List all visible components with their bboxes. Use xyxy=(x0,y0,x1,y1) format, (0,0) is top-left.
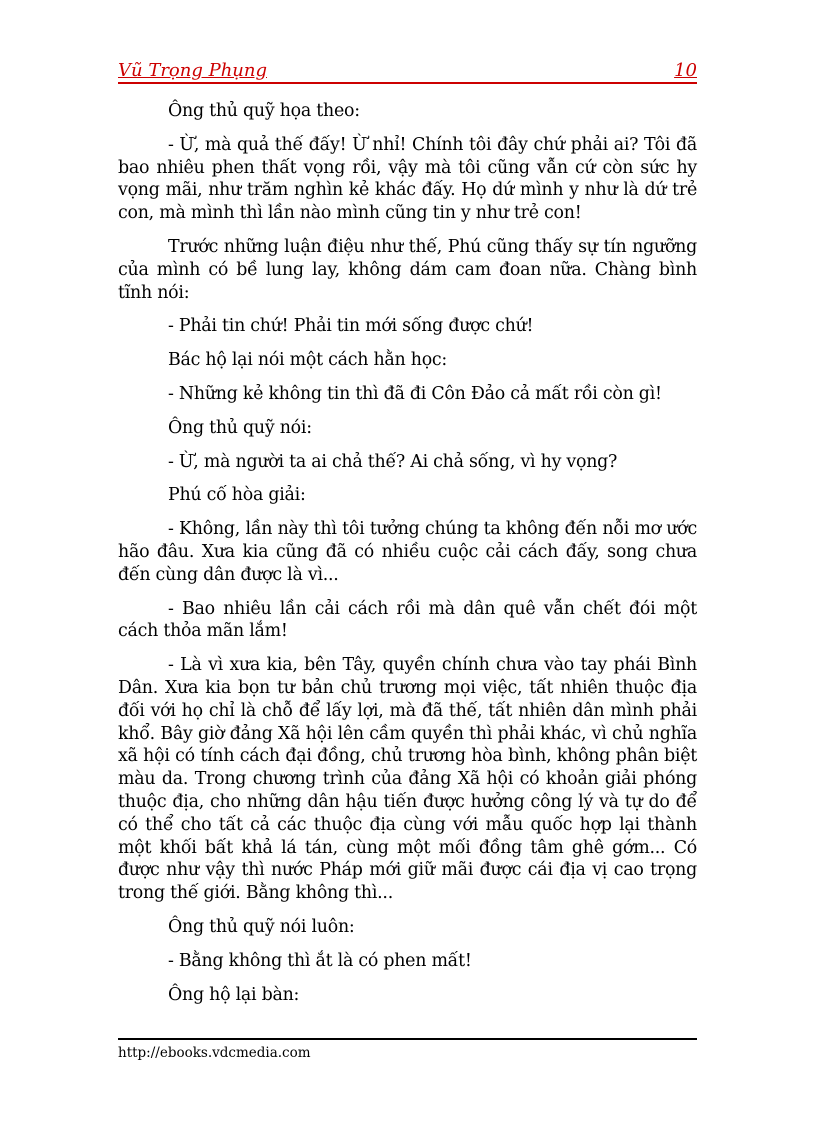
page-body xyxy=(118,100,697,1017)
header-author: Vũ Trọng Phụng xyxy=(118,60,268,81)
page-number: 10 xyxy=(674,60,697,81)
footer-divider xyxy=(118,1038,697,1040)
paragraph: Phú cố hòa giải: xyxy=(168,485,306,506)
paragraph: - Những kẻ không tin thì đã đi Côn Đảo cả mất rồi còn gì! xyxy=(168,383,662,404)
paragraph: - Ừ, mà người ta ai chả thế? Ai chả sống, vì hy vọng? xyxy=(168,451,618,472)
paragraph: - Bao nhiêu lần cải cách rồi mà dân quê vẫn chết đói một cách thỏa mãn lắm! xyxy=(118,598,697,642)
paragraph: Ông thủ quỹ họa theo: xyxy=(168,101,360,121)
paragraph: Trước những luận điệu như thế, Phú cũng thấy sự tín ngưỡng của mình có bề lung lay, không dám cam đoan nữa. Chàng bình tĩnh nói: xyxy=(118,236,697,303)
paragraph: Ông hộ lại bàn: xyxy=(168,984,300,1005)
paragraph: - Bằng không thì ắt là có phen mất! xyxy=(168,950,472,971)
paragraph: - Ừ, mà quả thế đấy! Ừ nhỉ! Chính tôi đây chứ phải ai? Tôi đã bao nhiêu phen thất vọng rồi, vậy mà tôi cũng vẫn cứ còn sức hy vọng mãi, như trăm nghìn kẻ khác đấy. Họ dứ mình y như là dứ trẻ con, mà mình thì lần nào mình cũng tin y như trẻ con! xyxy=(118,134,697,224)
paragraph: Bác hộ lại nói một cách hằn học: xyxy=(168,350,448,371)
paragraph: - Phải tin chứ! Phải tin mới sống được chứ! xyxy=(168,316,534,337)
footer-link[interactable]: http://ebooks.vdcmedia.com xyxy=(118,1045,311,1061)
paragraph: - Là vì xưa kia, bên Tây, quyền chính chưa vào tay phái Bình Dân. Xưa kia bọn tư bản chủ trương mọi việc, tất nhiên thuộc địa đối với họ chỉ là chỗ để lấy lợi, mà đã thế, tất nhiên dân mình phải khổ. Bây giờ đảng Xã hội lên cầm quyền thì phải khác, vì chủ nghĩa xã hội có tính cách đại đồng, chủ trương hòa bình, không phân biệt màu da. Trong chương trình của đảng Xã hội có khoản giải phóng thuộc địa, cho những dân hậu tiến được hưởng công lý và tự do để có thể cho tất cả các thuộc địa cùng với mẫu quốc hợp lại thành một khối bất khả lá tán, cùng một mối đồng tâm ghê gớm... Có được như vậy thì nước Pháp mới giữ mãi được cái địa vị cao trọng trong thế giới. Bằng không thì... xyxy=(118,655,697,904)
paragraph: - Không, lần này thì tôi tưởng chúng ta không đến nỗi mơ ước hão đâu. Xưa kia cũng đã có nhiều cuộc cải cách đấy, song chưa đến cùng dân được là vì... xyxy=(118,519,697,585)
paragraph: Ông thủ quỹ nói: xyxy=(168,417,312,438)
page-header xyxy=(118,58,697,84)
paragraph: Ông thủ quỹ nói luôn: xyxy=(168,916,355,937)
